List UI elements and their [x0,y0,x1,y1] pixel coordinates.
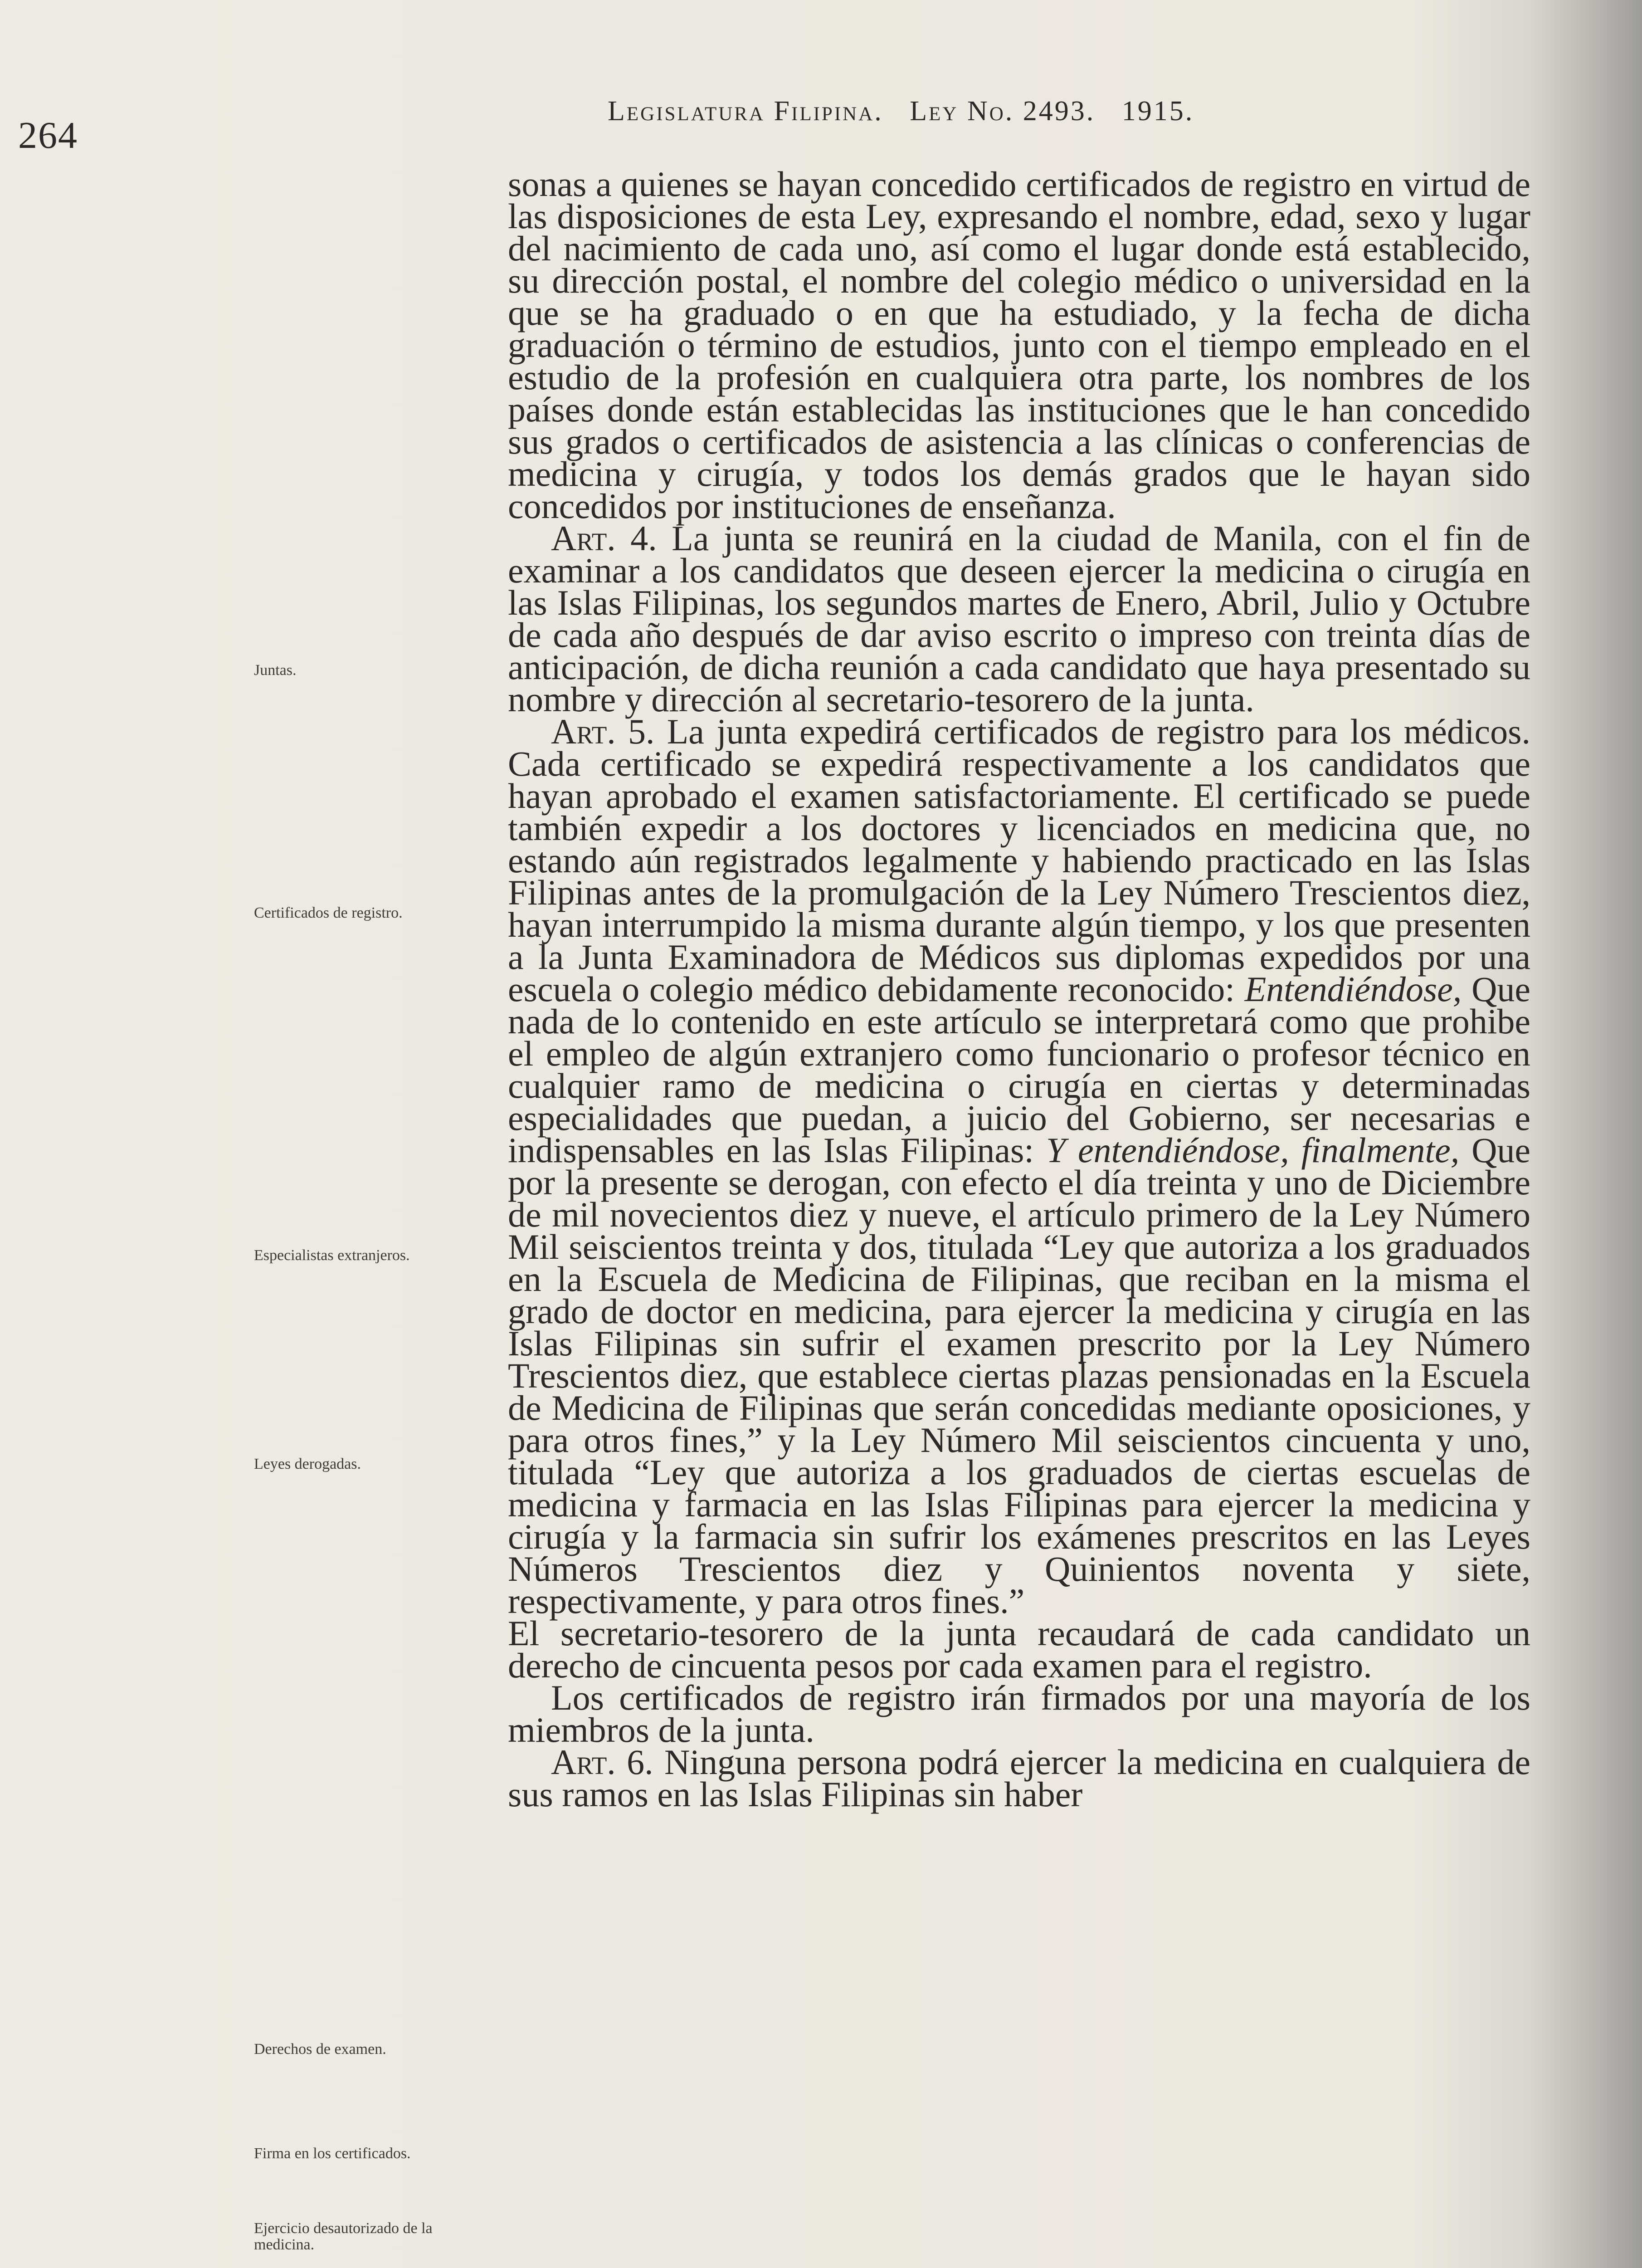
article-4 [508,518,1531,719]
article-6-label: Art. 6. [551,1742,653,1782]
article-6-text: Ninguna persona podrá ejercer la medicina en cualquiera de sus ramos en las Islas Filipinas sin haber [508,1742,1530,1814]
article-5-text-a: La junta expedirá certificados de registro para los médicos. Cada certificado se expedirá respectivamente a los candidatos que hayan aprobado el examen satisfactoriamente. El certificado se puede también expedir a los doctores y licenciados en medicina que, no estando aún registrados legalmente y habiendo practicado en las Islas Filipinas antes de la promulgación de la Ley Número Trescientos diez, hayan interrumpido la misma durante algún tiempo, y los que presenten a la Junta Examinadora de Médicos sus diplomas expedidos por una escuela o colegio médico debidamente reconocido: [508,712,1531,1009]
running-head-title: Legislatura Filipina. [608,96,883,127]
paragraph-derechos: El secretario-tesorero de la junta recaudará de cada candidato un derecho de cincuenta pesos por cada examen para el registro. [508,1613,1530,1685]
margin-note-ejercicio: Ejercicio desautorizado de la medicina. [254,2220,433,2253]
margin-note-especialistas: Especialistas extranjeros. [254,1247,410,1264]
article-5-label: Art. 5. [551,712,655,751]
margin-note-firma: Firma en los certificados. [254,2145,411,2162]
body-text [508,164,1531,1814]
margin-note-derechos: Derechos de examen. [254,2041,386,2058]
page-number: 264 [18,114,78,156]
margin-note-certificados: Certificados de registro. [254,904,403,921]
margin-note-juntas: Juntas. [254,662,297,679]
paragraph-firma: Los certificados de registro irán firmados por una mayoría de los miembros de la junta. [508,1678,1530,1750]
paragraph-continuation: sonas a quienes se hayan concedido certificados de registro en virtud de las disposiciones de esta Ley, expresando el nombre, edad, sexo y lugar del nacimiento de cada uno, así como el lugar donde está establecido, su dirección postal, el nombre del colegio médico o universidad en la que se ha graduado o en que ha estudiado, y la fecha de dicha graduación o término de estudios, junto con el tiempo empleado en el estudio de la profesión en cualquiera otra parte, los nombres de los países donde están establecidas las instituciones que le han concedido sus grados o certificados de asistencia a las clínicas o conferencias de medicina y cirugía, y todos los demás grados que le hayan sido concedidos por instituciones de enseñanza. [508,164,1530,526]
running-head [608,95,1542,127]
proviso-finalmente: Y entendiéndose, finalmente, [1046,1130,1460,1170]
article-4-text: La junta se reunirá en la ciudad de Manila, con el fin de examinar a los candidatos que deseen ejercer la medicina o cirugía en las Islas Filipinas, los segundos martes de Enero, Abril, Julio y Octubre de cada año después de dar aviso escrito o impreso con treinta días de anticipación, de dicha reunión a cada candidato que haya presentado su nombre y dirección al secretario-tesorero de la junta. [508,518,1531,719]
running-head-year: 1915. [1121,96,1194,127]
margin-note-leyes: Leyes derogadas. [254,1456,361,1472]
article-5-text-c: Que por la presente se derogan, con efecto el día treinta y uno de Diciembre de mil novecientos diez y nueve, el artículo primero de la Ley Número Mil seiscientos treinta y dos, titulada “Ley que autoriza a los graduados en la Escuela de Medicina de Filipinas, que reciban en la misma el grado de doctor en medicina, para ejercer la medicina y cirugía en las Islas Filipinas sin sufrir el examen prescrito por la Ley Número Trescientos diez, que establece ciertas plazas pensionadas en la Escuela de Medicina de Filipinas que serán concedidas mediante oposiciones, y para otros fines,” y la Ley Número Mil seiscientos cincuenta y uno, titulada “Ley que autoriza a los graduados de ciertas escuelas de medicina y farmacia en las Islas Filipinas para ejercer la medicina y cirugía y la farmacia sin sufrir los exámenes prescritos en las Leyes Números Trescientos diez y Quinientos noventa y siete, respectivamente, y para otros fines.” [508,1130,1531,1621]
article-5-text-b: Que nada de lo contenido en este artículo se interpretará como que prohibe el empleo de algún extranjero como funcionario o profesor técnico en cualquier ramo de medicina o cirugía en ciertas y determinadas especialidades que puedan, a juicio del Gobierno, ser necesarias e indispensables en las Islas Filipinas: [508,969,1531,1170]
running-head-law: Ley No. 2493. [910,96,1096,127]
article-4-label: Art. 4. [551,518,657,558]
article-5 [508,712,1531,1621]
proviso-entendiendose: Entendiéndose, [1244,969,1462,1009]
article-6 [508,1742,1530,1814]
